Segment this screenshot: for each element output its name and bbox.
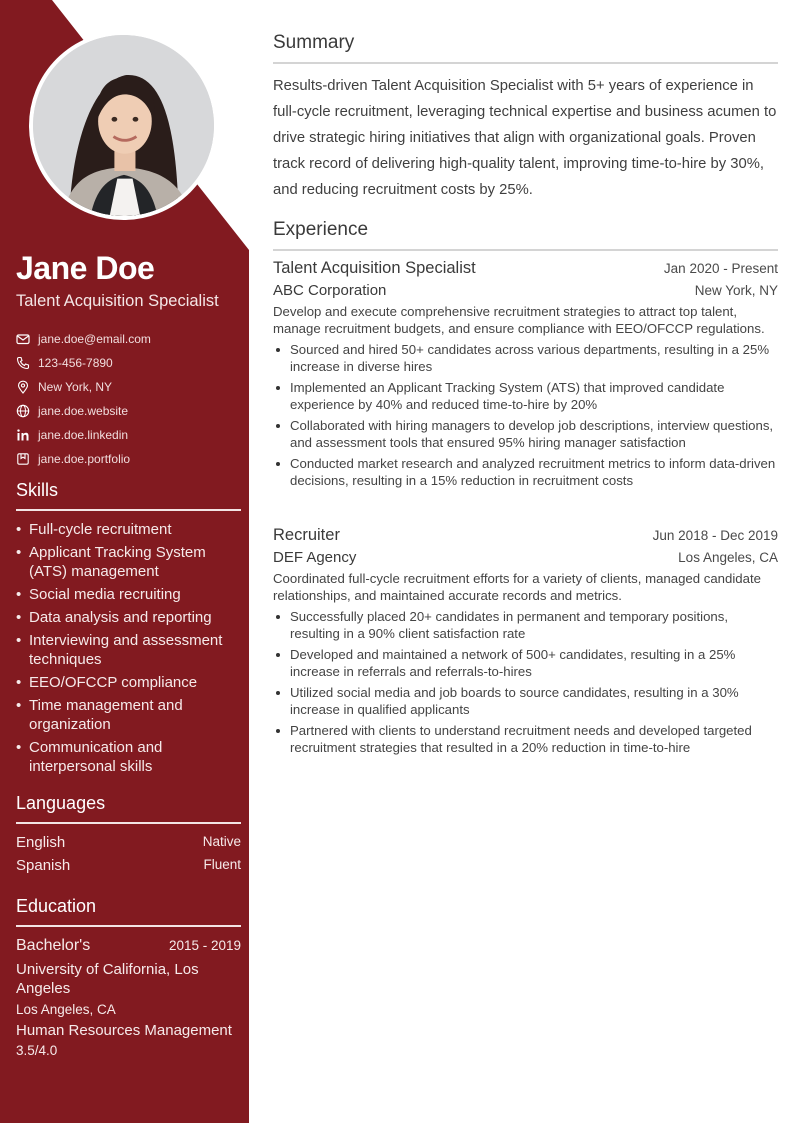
skill-item: • Full-cycle recruitment xyxy=(16,520,241,539)
candidate-name: Jane Doe xyxy=(16,250,155,286)
job-bullet: Conducted market research and analyzed recruitment metrics to inform data-driven decisions, resulting in a 15% reduction in recruitment costs xyxy=(273,455,778,489)
contact-phone-text: 123-456-7890 xyxy=(38,356,113,370)
education-degree: Bachelor's xyxy=(16,937,91,954)
job-bullet: Partnered with clients to understand recruitment needs and developed targeted recruitment strategies that resulted in a 20% reduction in time-to-hire xyxy=(273,722,778,756)
education-field: Human Resources Management xyxy=(16,1022,232,1039)
language-name: English xyxy=(16,834,66,851)
job-bullet: Developed and maintained a network of 500+ candidates, resulting in a 25% increase in referrals and referrals-to-hires xyxy=(273,646,778,680)
language-level: Native xyxy=(202,834,241,849)
experience-entry xyxy=(273,259,778,493)
profile-photo-illustration xyxy=(33,35,214,216)
profile-photo xyxy=(29,31,218,220)
contact-phone[interactable] xyxy=(16,351,241,375)
languages-heading: Languages xyxy=(16,793,241,824)
skill-item: • Data analysis and reporting xyxy=(16,608,241,627)
language-row xyxy=(16,857,241,874)
job-location: New York, NY xyxy=(694,283,778,298)
language-level: Fluent xyxy=(203,857,241,872)
contact-list xyxy=(16,327,241,471)
linkedin-icon xyxy=(16,428,30,442)
job-company: DEF Agency xyxy=(273,549,357,566)
summary-text: Results-driven Talent Acquisition Specialist with 5+ years of experience in full-cycle recruitment, leveraging technical expertise and business acumen to drive strategic hiring initiatives that align with organizational goals. Proven track record of delivering high-quality talent, improving time-to-hire by 30%, and reducing recruitment costs by 25%. xyxy=(273,78,777,198)
phone-icon xyxy=(16,356,30,370)
language-name: Spanish xyxy=(16,857,71,874)
job-dates: Jan 2020 - Present xyxy=(663,261,778,276)
summary-heading: Summary xyxy=(273,32,778,64)
contact-location-text: New York, NY xyxy=(38,380,113,394)
language-row xyxy=(16,834,241,851)
education-school: University of California, Los Angeles xyxy=(16,961,199,997)
contact-email-text: jane.doe@email.com xyxy=(38,332,151,346)
job-description: Coordinated full-cycle recruitment efforts for a variety of clients, managed candidate relationships, and maintained accurate records and metrics. xyxy=(273,571,761,603)
contact-portfolio-text: jane.doe.portfolio xyxy=(38,452,131,466)
globe-icon xyxy=(16,404,30,418)
job-bullet: Implemented an Applicant Tracking System (ATS) that improved candidate experience by 40% and reduced time-to-hire by 20% xyxy=(273,379,778,413)
job-description: Develop and execute comprehensive recruitment strategies to attract top talent, manage recruitment budgets, and ensure compliance with EEO/OFCCP regulations. xyxy=(273,304,765,336)
experience-heading: Experience xyxy=(273,219,778,251)
skill-item: • EEO/OFCCP compliance xyxy=(16,673,241,692)
portfolio-icon xyxy=(16,452,30,466)
contact-website-text: jane.doe.website xyxy=(38,404,129,418)
contact-linkedin-text: jane.doe.linkedin xyxy=(38,428,129,442)
skill-item: • Applicant Tracking System (ATS) management xyxy=(16,543,241,581)
candidate-title: Talent Acquisition Specialist xyxy=(16,292,219,310)
education-heading: Education xyxy=(16,896,241,927)
job-bullets xyxy=(273,341,778,489)
job-bullet: Collaborated with hiring managers to develop job descriptions, interview questions, and assessment tools that ensured 95% hiring manager satisfaction xyxy=(273,417,778,451)
skill-item: • Communication and interpersonal skills xyxy=(16,738,241,776)
job-company: ABC Corporation xyxy=(273,282,387,299)
experience-entry xyxy=(273,526,778,760)
contact-email[interactable] xyxy=(16,327,241,351)
job-bullet: Utilized social media and job boards to source candidates, resulting in a 30% increase in qualified applicants xyxy=(273,684,778,718)
contact-location xyxy=(16,375,241,399)
email-icon xyxy=(16,332,30,346)
contact-linkedin[interactable] xyxy=(16,423,241,447)
job-bullet: Successfully placed 20+ candidates in permanent and temporary positions, resulting in a 90% client satisfaction rate xyxy=(273,608,778,642)
education-gpa: 3.5/4.0 xyxy=(16,1043,58,1058)
contact-portfolio[interactable] xyxy=(16,447,241,471)
education-entry xyxy=(16,937,241,1058)
skill-item: • Interviewing and assessment techniques xyxy=(16,631,241,669)
job-bullets xyxy=(273,608,778,756)
job-title: Talent Acquisition Specialist xyxy=(273,259,476,277)
skills-list xyxy=(16,520,241,780)
job-dates: Jun 2018 - Dec 2019 xyxy=(652,528,778,543)
education-years: 2015 - 2019 xyxy=(168,938,241,953)
skill-item: • Time management and organization xyxy=(16,696,241,734)
job-bullet: Sourced and hired 50+ candidates across various departments, resulting in a 25% increase in diverse hires xyxy=(273,341,778,375)
education-location: Los Angeles, CA xyxy=(16,1002,116,1017)
sidebar xyxy=(0,0,249,1123)
location-pin-icon xyxy=(16,380,30,394)
skill-item: • Social media recruiting xyxy=(16,585,241,604)
contact-website[interactable] xyxy=(16,399,241,423)
skills-heading: Skills xyxy=(16,480,241,511)
job-location: Los Angeles, CA xyxy=(678,550,778,565)
job-title: Recruiter xyxy=(273,526,340,544)
